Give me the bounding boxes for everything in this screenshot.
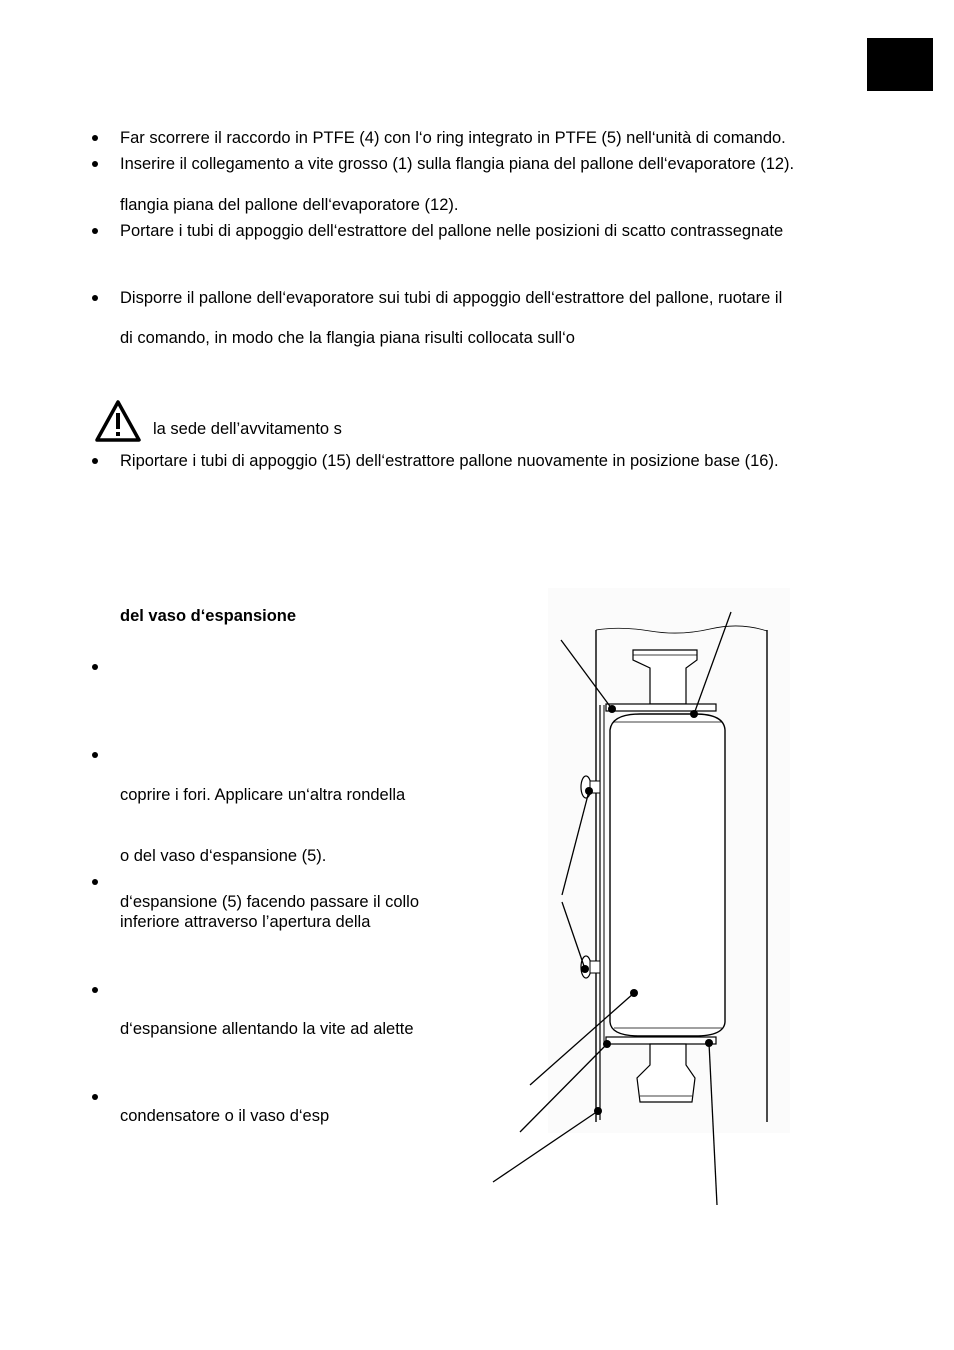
bullet-marker xyxy=(92,987,98,993)
continuation-text: di comando, in modo che la flangia piana risulti collocata sull‘o xyxy=(120,329,575,347)
bullet-text: Inserire il collegamento a vite grosso (1) sulla flangia piana del pallone dell‘evaporatore (12). xyxy=(120,155,795,173)
warning-text: la sede dell’avvitamento s xyxy=(153,420,342,438)
bullet-text: Far scorrere il raccordo in PTFE (4) con l‘o ring integrato in PTFE (5) nell‘unità di comando. xyxy=(120,129,786,147)
bullet-text: Riportare i tubi di appoggio (15) dell‘estrattore pallone nuovamente in posizione base (16). xyxy=(120,452,779,470)
bullet-marker xyxy=(92,228,98,234)
continuation-text: flangia piana del pallone dell‘evaporatore (12). xyxy=(120,196,459,214)
body-text: condensatore o il vaso d‘esp xyxy=(120,1107,330,1125)
body-text: inferiore attraverso l’apertura della xyxy=(120,913,371,931)
bullet-text: Disporre il pallone dell‘evaporatore sui tubi di appoggio dell‘estrattore del pallone, ruotare il xyxy=(120,289,783,307)
body-text: o del vaso d‘espansione (5). xyxy=(120,847,327,865)
chapter-tab xyxy=(867,38,933,91)
bullet-marker xyxy=(92,752,98,758)
body-text: d‘espansione allentando la vite ad alette xyxy=(120,1020,414,1038)
bullet-marker xyxy=(92,458,98,464)
expansion-vessel-diagram xyxy=(480,585,800,1215)
warning-triangle-icon xyxy=(94,399,142,443)
bullet-marker xyxy=(92,295,98,301)
body-text: coprire i fori. Applicare un‘altra rondella xyxy=(120,786,406,804)
bullet-marker xyxy=(92,1094,98,1100)
bullet-marker xyxy=(92,879,98,885)
bullet-marker xyxy=(92,135,98,141)
bullet-marker xyxy=(92,161,98,167)
body-text: d‘espansione (5) facendo passare il collo xyxy=(120,893,420,911)
bullet-text: Portare i tubi di appoggio dell‘estrattore del pallone nelle posizioni di scatto contrassegnate xyxy=(120,222,784,240)
section-heading: del vaso d‘espansione xyxy=(120,607,297,625)
bullet-marker xyxy=(92,664,98,670)
